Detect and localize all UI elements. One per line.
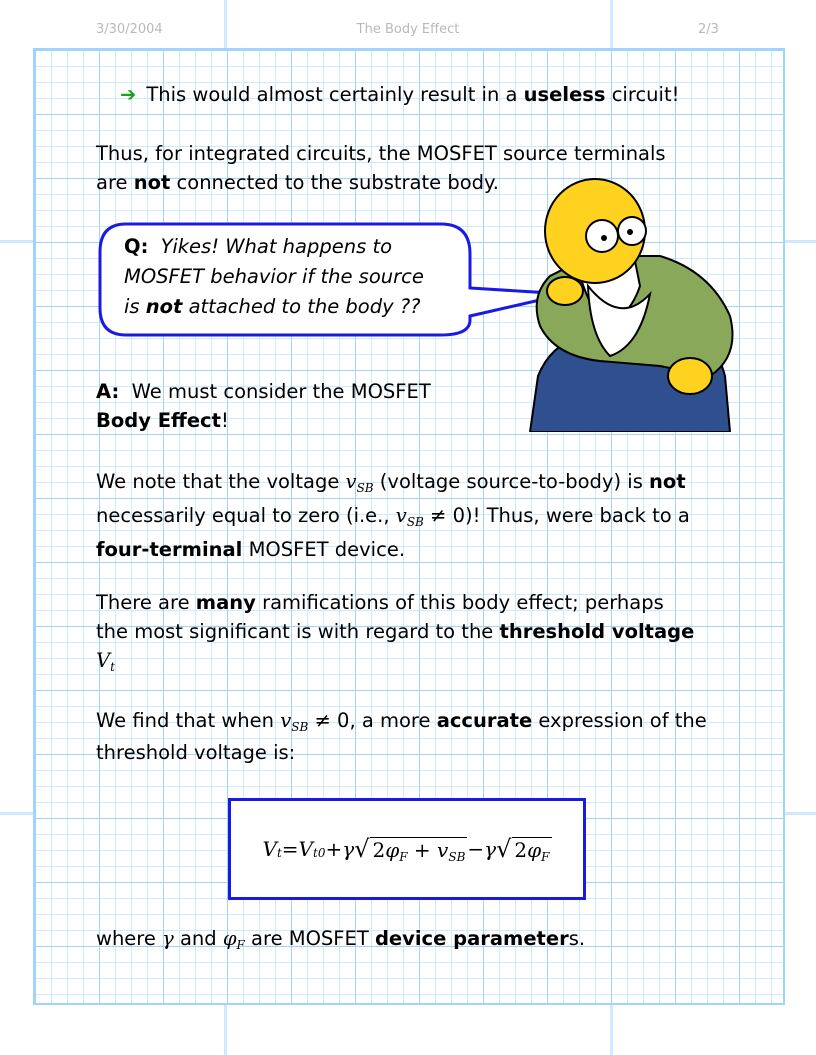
arrow-right-icon: ➔ bbox=[120, 83, 137, 106]
header-date: 3/30/2004 bbox=[96, 22, 163, 37]
bubble-question: Q: Yikes! What happens to MOSFET behavior if the source is not attached to the body ?? bbox=[124, 235, 424, 318]
threshold-voltage-formula: V t = V t0 + γ √ $2\varphi_F + v_{SB}$ − γ √ $2\varphi_F$ bbox=[228, 798, 586, 900]
old-man-cartoon-illustration bbox=[510, 176, 740, 432]
header-page: 2/3 bbox=[698, 22, 719, 37]
radical-2: $2\varphi_F$ bbox=[514, 837, 550, 864]
paragraph-accurate: We find that when $v_{SB} \ne 0$, a more accurate expression of the threshold voltage is: bbox=[96, 709, 707, 764]
sqrt-icon: √ bbox=[496, 835, 512, 863]
radical-1: $2\varphi_F + v_{SB}$ bbox=[372, 837, 466, 864]
header-title: The Body Effect bbox=[356, 22, 460, 37]
paragraph-vsb: We note that the voltage $v_{SB}$ (voltage source-to-body) is not necessarily equal to zero (i.e., $v_{SB} \ne 0$)! Thus, were back to a four-terminal MOSFET device. bbox=[96, 470, 690, 561]
answer-body-effect: A: We must consider the MOSFET Body Effect! bbox=[96, 380, 431, 432]
paragraph-device-parameters: where γ and $\varphi_F$ are MOSFET device parameters. bbox=[96, 927, 586, 952]
paragraph-source-terminals: Thus, for integrated circuits, the MOSFET source terminals are not connected to the substrate body. bbox=[96, 142, 666, 194]
sqrt-icon: √ bbox=[354, 835, 370, 863]
paragraph-useless: ➔ This would almost certainly result in a useless circuit! bbox=[120, 83, 680, 106]
paragraph-threshold: There are many ramifications of this body effect; perhaps the most significant is with regard to the threshold voltage $V_t$ bbox=[96, 591, 695, 674]
